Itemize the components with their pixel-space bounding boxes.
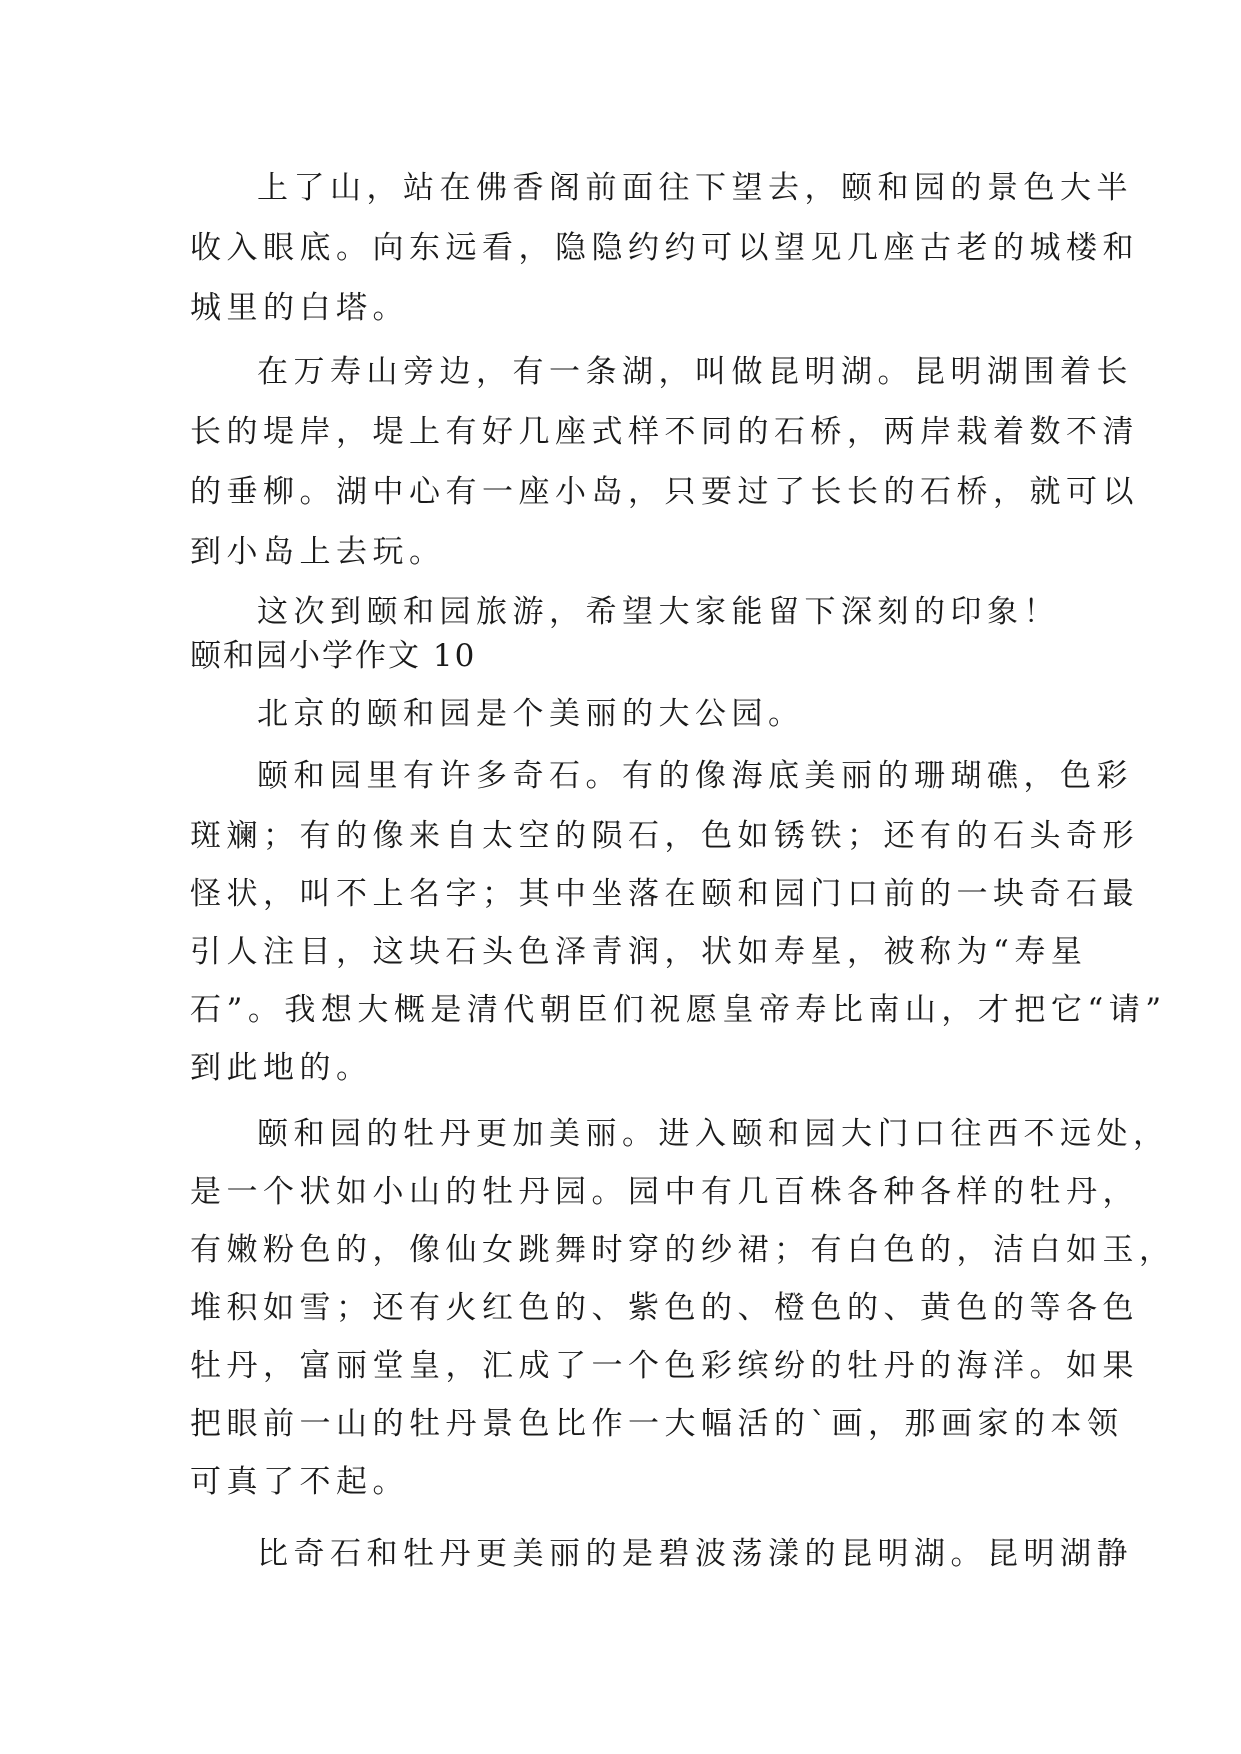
paragraph-line: 北京的颐和园是个美丽的大公园。 [257, 696, 805, 732]
paragraph-line: 比奇石和牡丹更美丽的是碧波荡漾的昆明湖。昆明湖静 [257, 1536, 1133, 1572]
paragraph-line: 堆积如雪；还有火红色的、紫色的、橙色的、黄色的等各色 [190, 1290, 1139, 1326]
paragraph-line: 上了山，站在佛香阁前面往下望去，颐和园的景色大半 [257, 170, 1133, 206]
paragraph-line: 在万寿山旁边，有一条湖，叫做昆明湖。昆明湖围着长 [257, 354, 1133, 390]
paragraph-line: 颐和园的牡丹更加美丽。进入颐和园大门口往西不远处， [257, 1116, 1170, 1152]
paragraph-line: 收入眼底。向东远看，隐隐约约可以望见几座古老的城楼和 [190, 230, 1139, 266]
paragraph-line: 的垂柳。湖中心有一座小岛，只要过了长长的石桥，就可以 [190, 474, 1139, 510]
paragraph-line: 怪状，叫不上名字；其中坐落在颐和园门口前的一块奇石最 [190, 876, 1139, 912]
paragraph-line: 到小岛上去玩。 [190, 534, 446, 570]
paragraph-line: 有嫩粉色的，像仙女跳舞时穿的纱裙；有白色的，洁白如玉， [190, 1232, 1176, 1268]
section-heading: 颐和园小学作文 10 [190, 638, 477, 674]
paragraph-line: 长的堤岸，堤上有好几座式样不同的石桥，两岸栽着数不清 [190, 414, 1139, 450]
paragraph-line: 把眼前一山的牡丹景色比作一大幅活的`画，那画家的本领 [190, 1406, 1124, 1442]
paragraph-line: 牡丹，富丽堂皇，汇成了一个色彩缤纷的牡丹的海洋。如果 [190, 1348, 1139, 1384]
paragraph-line: 城里的白塔。 [190, 290, 409, 326]
paragraph-line: 颐和园里有许多奇石。有的像海底美丽的珊瑚礁，色彩 [257, 758, 1133, 794]
paragraph-line: 是一个状如小山的牡丹园。园中有几百株各种各样的牡丹， [190, 1174, 1139, 1210]
paragraph-line: 这次到颐和园旅游，希望大家能留下深刻的印象！ [257, 594, 1060, 630]
paragraph-line: 石”。我想大概是清代朝臣们祝愿皇帝寿比南山，才把它“请” [190, 992, 1167, 1028]
paragraph-line: 到此地的。 [190, 1050, 373, 1086]
paragraph-line: 引人注目，这块石头色泽青润，状如寿星，被称为“寿星 [190, 934, 1088, 970]
paragraph-line: 斑斓；有的像来自太空的陨石，色如锈铁；还有的石头奇形 [190, 818, 1139, 854]
paragraph-line: 可真了不起。 [190, 1464, 409, 1500]
